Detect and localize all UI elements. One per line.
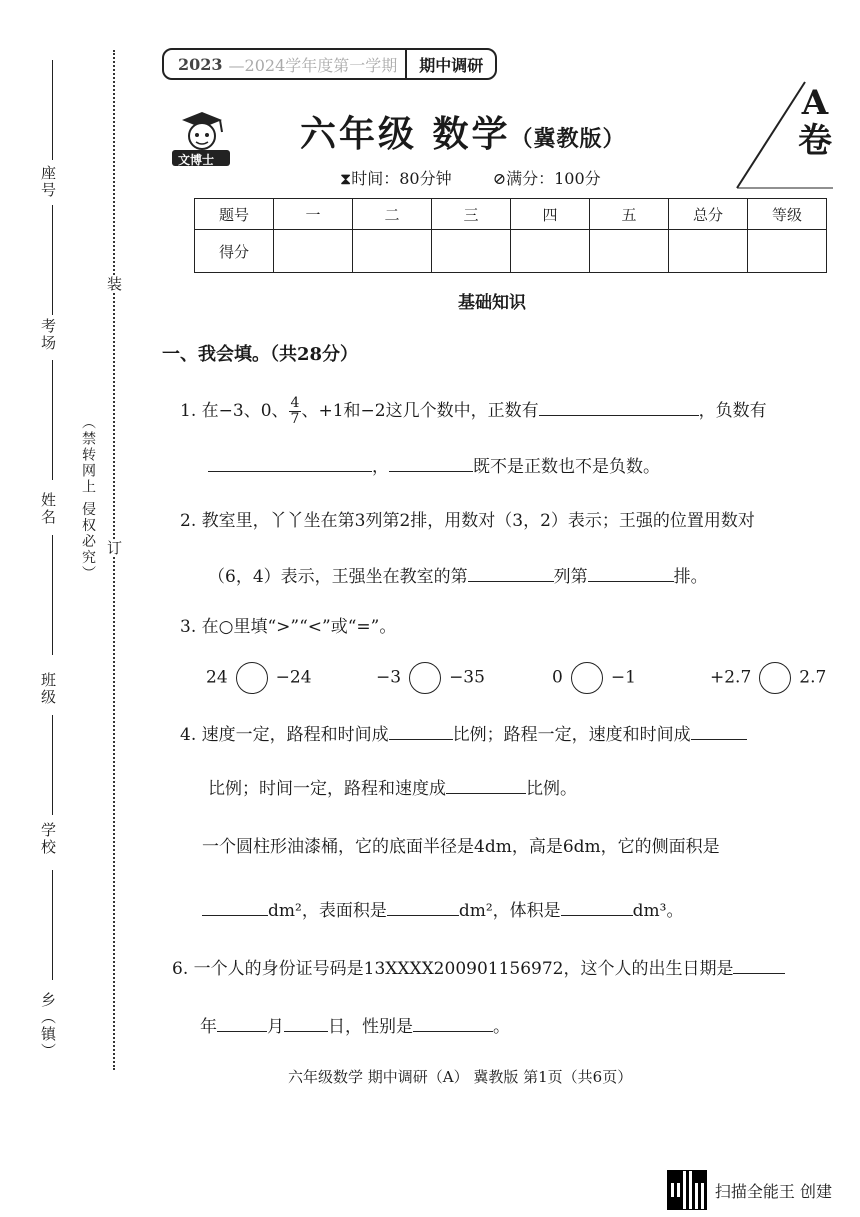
compare-left: +2.7: [710, 667, 752, 688]
margin-line: [52, 360, 53, 480]
table-header: 等级: [748, 199, 827, 230]
paper-letter: A: [801, 83, 829, 123]
compare-left: 0: [552, 667, 563, 688]
hourglass-icon: ⧗: [340, 169, 352, 188]
question-5: [202, 832, 720, 857]
question-text: 在○里填“>”“<”或“=”。: [201, 617, 397, 637]
compare-circle[interactable]: [571, 662, 603, 694]
question-text: 列第: [553, 567, 588, 587]
scanner-watermark: [667, 1170, 832, 1210]
fraction-numerator: 4: [290, 395, 300, 411]
compare-right: −35: [449, 667, 485, 688]
banner-tag: 期中调研: [405, 50, 495, 78]
compare-right: −24: [275, 667, 312, 688]
answer-blank[interactable]: [446, 779, 526, 794]
score-cell[interactable]: [590, 230, 669, 273]
question-text: 日，性别是: [328, 1017, 413, 1037]
watermark-text: 扫描全能王 创建: [714, 1181, 832, 1201]
table-header: 题号: [195, 199, 274, 230]
town-label: 乡（镇）: [39, 992, 57, 1060]
table-header: 五: [590, 199, 669, 230]
paper-version: [798, 84, 832, 160]
name-label: 姓名: [39, 492, 57, 526]
copyright-warning: （禁转网上 侵权必究）: [80, 415, 96, 582]
question-number: 2.: [180, 511, 197, 531]
row-label: 得分: [195, 230, 274, 273]
class-label: 班级: [39, 672, 57, 706]
score-cell[interactable]: [353, 230, 432, 273]
compare-right: 2.7: [799, 667, 827, 688]
question-text: 年: [200, 1017, 217, 1037]
question-6-cont: [200, 1012, 510, 1037]
question-number: 6.: [172, 959, 189, 979]
question-text: 。: [666, 901, 684, 921]
question-1-cont: [208, 452, 660, 477]
seat-label: 座号: [39, 165, 57, 199]
compare-left: 24: [206, 667, 228, 688]
fraction-denominator: 7: [290, 411, 300, 427]
question-text: 。: [493, 1017, 510, 1037]
question-text: 月: [267, 1017, 284, 1037]
page-footer: 六年级数学 期中调研（A） 冀教版 第1页（共6页）: [288, 1068, 633, 1086]
question-text: ，负数有: [698, 401, 767, 421]
question-text: ，表面积是: [301, 901, 387, 921]
score-cell[interactable]: [748, 230, 827, 273]
question-text: 速度一定，路程和时间成: [201, 725, 389, 745]
answer-blank[interactable]: [389, 457, 473, 472]
answer-blank[interactable]: [202, 901, 268, 916]
question-3: [180, 612, 396, 637]
page-title: [300, 106, 626, 157]
question-4-cont: [208, 774, 577, 799]
question-5-cont: [202, 896, 683, 921]
binding-mark: 订: [105, 540, 123, 557]
answer-blank[interactable]: [284, 1017, 328, 1032]
compare-pair: [552, 662, 636, 694]
exam-time: 时间：80分钟: [351, 169, 452, 188]
answer-blank[interactable]: [468, 567, 554, 582]
logo-text: 文博士: [178, 153, 215, 167]
margin-line: [52, 535, 53, 655]
paper-suffix: 卷: [798, 121, 832, 161]
answer-blank[interactable]: [588, 567, 674, 582]
question-4: [180, 720, 747, 745]
margin-line: [52, 870, 53, 980]
question-2: [180, 506, 755, 531]
question-text: 在−3、0、: [201, 401, 289, 421]
logo: [168, 106, 234, 178]
compare-circle[interactable]: [409, 662, 441, 694]
table-header: 一: [274, 199, 353, 230]
part-heading: 一、我会填。（共28分）: [162, 344, 359, 365]
question-number: 1.: [180, 401, 197, 421]
answer-blank[interactable]: [539, 401, 699, 416]
score-cell[interactable]: [511, 230, 590, 273]
answer-blank[interactable]: [217, 1017, 267, 1032]
table-row: [195, 199, 827, 230]
question-text: 既不是正数也不是负数。: [473, 457, 660, 477]
table-header: 三: [432, 199, 511, 230]
compare-circle[interactable]: [759, 662, 791, 694]
question-number: 4.: [180, 725, 197, 745]
question-text: 教室里，丫丫坐在第3列第2排，用数对（3，2）表示；王强的位置用数对: [201, 511, 755, 531]
school-label: 学校: [39, 822, 57, 856]
score-cell[interactable]: [274, 230, 353, 273]
answer-blank[interactable]: [561, 901, 633, 916]
banner-term: —2024学年度第一学期: [228, 55, 398, 75]
table-header: 总分: [669, 199, 748, 230]
score-cell[interactable]: [432, 230, 511, 273]
room-label: 考场: [39, 318, 57, 352]
term-banner: [162, 48, 497, 80]
binding-mark: 装: [105, 276, 123, 293]
question-text: 一个人的身份证号码是13XXXX200901156972，这个人的出生日期是: [193, 959, 734, 979]
table-header: 四: [511, 199, 590, 230]
edition-text: （冀教版）: [510, 126, 626, 152]
question-text: 比例；路程一定，速度和时间成: [452, 725, 691, 745]
question-1: [180, 396, 767, 427]
compare-right: −1: [610, 667, 636, 688]
section-heading: 基础知识: [458, 293, 526, 313]
compare-pair: [376, 662, 485, 694]
answer-blank[interactable]: [387, 901, 459, 916]
compare-left: −3: [376, 667, 402, 688]
exam-full-score: 满分：100分: [506, 169, 601, 188]
check-circle-icon: ⊘: [492, 169, 507, 188]
answer-blank[interactable]: [208, 457, 372, 472]
answer-blank[interactable]: [733, 959, 785, 974]
question-text: 比例。: [526, 779, 577, 799]
title-text: 六年级 数学: [300, 113, 511, 155]
question-text: ，: [372, 457, 389, 477]
answer-blank[interactable]: [691, 725, 747, 740]
qr-code-icon: [667, 1170, 707, 1210]
question-text: （6，4）表示，王强坐在教室的第: [208, 567, 468, 587]
compare-circle[interactable]: [236, 662, 268, 694]
score-cell[interactable]: [669, 230, 748, 273]
question-text: ，体积是: [492, 901, 561, 921]
exam-meta: [340, 166, 601, 189]
answer-blank[interactable]: [389, 725, 453, 740]
question-2-cont: [208, 562, 708, 587]
binding-dotted-line: [113, 50, 115, 1070]
answer-blank[interactable]: [413, 1017, 493, 1032]
banner-year: 2023: [178, 54, 223, 74]
margin-line: [52, 715, 53, 815]
compare-pair: [710, 662, 826, 694]
question-number: 3.: [180, 617, 197, 637]
question-text: 、+1和−2这几个数中，正数有: [301, 401, 539, 421]
question-text: 排。: [673, 567, 708, 587]
unit-label: dm²: [458, 901, 493, 921]
unit-label: dm²: [268, 901, 302, 921]
table-header: 二: [353, 199, 432, 230]
table-row: [195, 230, 827, 273]
fraction: [289, 396, 302, 427]
margin-line: [52, 205, 53, 315]
compare-pair: [206, 662, 312, 694]
question-6: [172, 954, 785, 979]
score-table: [194, 198, 827, 273]
question-text: 一个圆柱形油漆桶，它的底面半径是4dm，高是6dm，它的侧面积是: [202, 837, 720, 857]
margin-line: [52, 60, 53, 160]
question-text: 比例；时间一定，路程和速度成: [208, 779, 446, 799]
unit-label: dm³: [632, 901, 667, 921]
